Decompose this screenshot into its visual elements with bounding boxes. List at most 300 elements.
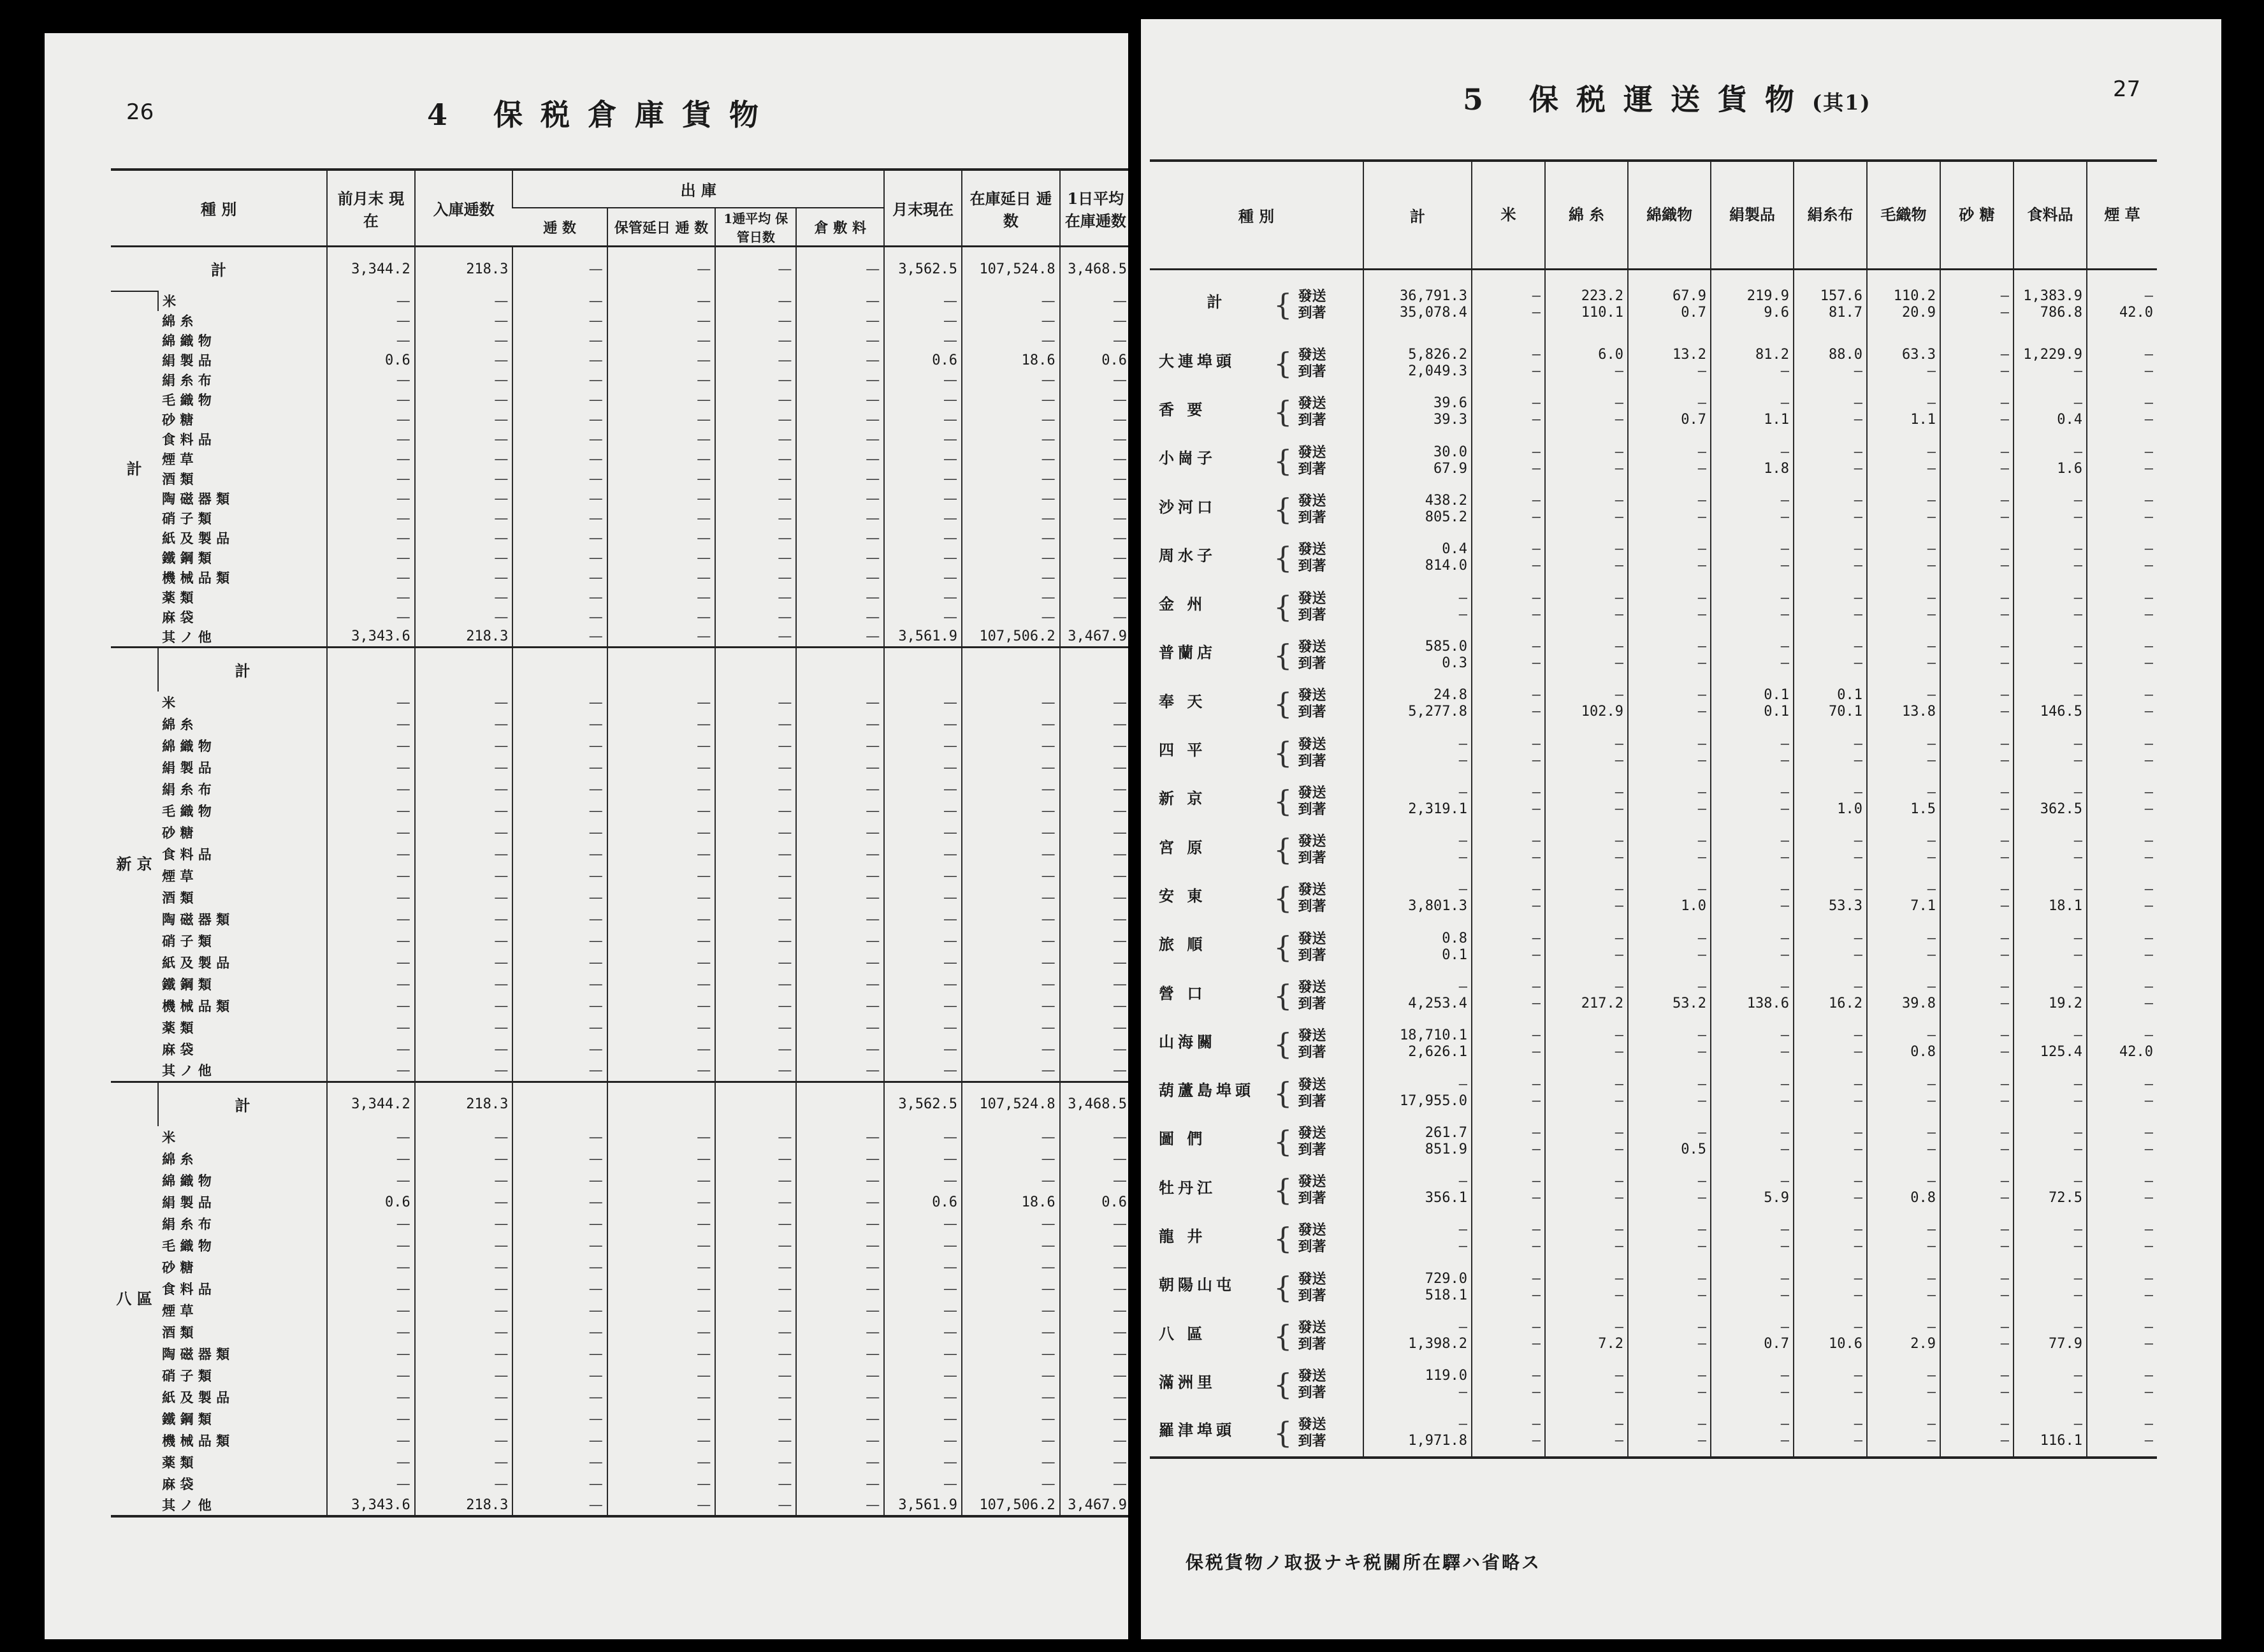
cell-col-8 [1940,269,2014,339]
status-send: 發送 [1298,347,1326,364]
value-dash: — [2000,412,2009,428]
cell-col-6 [1794,679,1867,728]
value-dash: — [1854,1270,1862,1287]
value-dash: — [2144,1173,2153,1190]
item-end-dash: — [884,908,962,930]
value: 1.6 [2057,460,2082,477]
out-dash: — [512,1038,607,1060]
table-row [111,489,1128,509]
item-prev-dash: — [327,778,415,800]
value: 1,383.9 [2023,287,2082,304]
cell-col-9 [2014,923,2087,971]
value-dash: — [1532,1336,1541,1352]
item-ext-dash: — [962,548,1060,568]
value-dash: — [1615,1238,1623,1255]
status-pair [1298,590,1326,623]
value: 2,049.3 [1408,363,1467,380]
value-dash: — [1697,979,1706,995]
table-row [111,1213,1128,1235]
out-dash: — [796,1235,884,1256]
cell-col-2 [1472,388,1545,436]
value: 1.8 [1764,460,1789,477]
value-dash: — [1854,1044,1862,1061]
status-pair [1298,979,1326,1012]
value-dash: — [1854,881,1862,898]
value-dash: — [1532,1368,1541,1384]
item-end-dash: — [884,1473,962,1495]
value-dash: — [1532,1190,1541,1206]
item-prev-dash: — [327,568,415,588]
cell-col-6 [1794,971,1867,1020]
cell-col-2 [1472,631,1545,679]
item-ext-dash: — [962,908,1060,930]
item-ext-dash: — [962,995,1060,1017]
header-out-count: 逓 数 [512,208,607,247]
item-avg-dash: — [1060,509,1128,528]
item-end-dash: — [884,778,962,800]
row-label [1150,825,1363,874]
status-pair [1298,347,1326,380]
item-avg-dash: — [1060,692,1128,713]
item-avg-dash: — [1060,1170,1128,1191]
value-dash: — [2000,1368,2009,1384]
total-ext: 107,524.8 [962,1082,1060,1126]
item-prev-dash: — [327,800,415,822]
out-dash: — [512,822,607,843]
item-in-dash: — [415,1017,513,1038]
cell-col-9 [2014,777,2087,825]
cell-col-8 [1940,1117,2014,1166]
cell-col-4 [1628,388,1711,436]
table-row [111,370,1128,390]
row-label [1150,1360,1363,1409]
item-avg-dash: — [1060,1256,1128,1278]
value: 72.5 [2049,1190,2082,1206]
item-in-dash: — [415,822,513,843]
table-row [111,930,1128,952]
out-dash: — [796,568,884,588]
out-dash: — [512,548,607,568]
cell-col-8 [1940,339,2014,388]
table-row [111,1408,1128,1430]
table-row [111,627,1128,648]
out-dash: — [607,778,716,800]
cell-col-3 [1545,874,1628,922]
item-ext-dash: — [962,1235,1060,1256]
value-dash: — [2144,1287,2153,1303]
item-end-dash: — [884,757,962,778]
item-in-dash: — [415,1191,513,1213]
value-dash: — [1697,801,1706,817]
out-dash: — [607,311,716,331]
out-dash: — [512,1365,607,1386]
status-arrive: 到著 [1298,898,1326,915]
cell-col-6 [1794,1409,1867,1458]
cell-col-10 [2087,1312,2157,1360]
cell-col-1 [1363,874,1472,922]
value-dash: — [2073,1076,2082,1092]
out-dash: — [512,291,607,311]
total-ext: 107,524.8 [962,247,1060,291]
value-dash: — [2000,304,2009,321]
item-in-dash: — [415,735,513,757]
cell-col-5 [1711,339,1794,388]
table-row [1150,533,2157,582]
cell-col-7 [1867,971,1940,1020]
value: 16.2 [1829,996,1862,1011]
value: 729.0 [1425,1270,1467,1287]
cell-col-10 [2087,1068,2157,1117]
item-end-dash: — [884,311,962,331]
cell-col-9 [2014,1166,2087,1214]
value-dash: — [1532,1319,1541,1336]
value-dash: — [1927,752,1936,769]
status-send: 發送 [1298,1124,1326,1141]
station-name: 四 平 [1159,741,1207,760]
value-dash: — [1697,509,1706,526]
cell-col-6 [1794,1068,1867,1117]
value-dash: — [1697,1027,1706,1044]
cell-col-5 [1711,1360,1794,1409]
value: 18,710.1 [1400,1027,1467,1044]
value-dash: — [1927,1238,1936,1255]
status-arrive: 到著 [1298,606,1326,623]
cell-col-7 [1867,1409,1940,1458]
item-label: 機 械 品 類 [162,570,230,586]
value-dash: — [1532,881,1541,898]
value-dash: — [2144,655,2153,671]
item-prev-dash: — [327,713,415,735]
value-dash: — [1697,1092,1706,1109]
station-name: 羅津埠頭 [1159,1421,1235,1440]
item-prev: 0.6 [327,351,415,370]
cell-col-6 [1794,485,1867,533]
value-dash: — [2144,1416,2153,1432]
cell-col-1 [1363,1117,1472,1166]
value-dash: — [1532,1141,1541,1157]
item-in-dash: — [415,1343,513,1365]
value-dash: — [1615,752,1623,769]
out-dash: — [796,1060,884,1082]
out-dash: — [512,1126,607,1148]
station-name: 旅 順 [1159,935,1207,954]
value-dash: — [2144,509,2153,526]
total-ext [962,647,1060,692]
item-in-dash: — [415,1430,513,1451]
value-dash: — [1697,1368,1706,1384]
value-dash: — [1854,930,1862,946]
table-row [1150,1312,2157,1360]
status-send: 發送 [1298,1368,1326,1385]
station-name: 圖 們 [1159,1129,1207,1148]
item-prev-dash: — [327,735,415,757]
item-end: 3,561.9 [884,627,962,648]
item-avg-dash: — [1060,757,1128,778]
out-dash: — [796,778,884,800]
value-dash: — [1532,898,1541,915]
cell-col-7 [1867,1117,1940,1166]
header-out-group: 出 庫 [512,170,884,208]
item-end-dash: — [884,713,962,735]
status-pair [1298,687,1326,720]
out-dash: — [512,1213,607,1235]
value-dash: — [2144,558,2153,574]
item-prev-dash: — [327,1126,415,1148]
status-arrive: 到著 [1298,1238,1326,1256]
item-ext-dash: — [962,735,1060,757]
item-label: 陶 磁 器 類 [162,911,230,927]
value-dash: — [1615,541,1623,558]
value-dash: — [1854,493,1862,509]
header-out-fee: 倉 敷 料 [796,208,884,247]
value-dash: — [1532,606,1541,623]
out-dash: — [512,588,607,607]
out-dash: — [796,489,884,509]
value-dash: — [1615,687,1623,704]
out-dash: — [796,757,884,778]
cell-col-6 [1794,1312,1867,1360]
cell-col-2 [1472,1263,1545,1312]
value-dash: — [2000,801,2009,817]
out-dash: — [796,469,884,489]
out-dash: — [512,370,607,390]
item-ext: 18.6 [962,351,1060,370]
cell-col-9 [2014,437,2087,485]
item-prev-dash: — [327,1408,415,1430]
value-dash: — [1927,558,1936,574]
item-prev-dash: — [327,1017,415,1038]
item-ext-dash: — [962,930,1060,952]
cell-col-3 [1545,971,1628,1020]
total-label: 計 [158,647,327,692]
out-dash: — [607,1300,716,1321]
value-dash: — [1615,1270,1623,1287]
value: 3,801.3 [1408,898,1467,915]
item-in-dash: — [415,778,513,800]
station-name: 計 [1207,293,1223,312]
item-in-dash: — [415,588,513,607]
value-dash: — [2144,784,2153,801]
status-pair [1298,1027,1326,1061]
cell-col-1 [1363,777,1472,825]
out-dash: — [796,887,884,908]
item-label: 硝 子 類 [162,1368,212,1384]
brace: { [1274,1270,1293,1305]
value-dash: — [1697,850,1706,866]
value-dash: — [1615,1384,1623,1401]
value-dash: — [2073,930,2082,946]
out-dash: — [607,410,716,430]
value-dash: — [1854,1222,1862,1238]
value-dash: — [1532,833,1541,850]
item-label: 煙 草 [162,868,194,884]
item-ext-dash: — [962,1386,1060,1408]
out-dash: — [796,1365,884,1386]
table-row [111,291,1128,311]
item-ext-dash: — [962,1017,1060,1038]
out-dash: — [715,1278,796,1300]
item-label: 毛 織 物 [162,803,212,819]
cell-col-1 [1363,825,1472,874]
cell-col-9 [2014,485,2087,533]
item-ext-dash: — [962,410,1060,430]
item-in-dash: — [415,692,513,713]
cell-col-2 [1472,679,1545,728]
value-dash: — [2000,833,2009,850]
item-ext-dash: — [962,291,1060,311]
cell-col-4 [1628,971,1711,1020]
value-dash: — [2144,347,2153,363]
cell-col-3 [1545,825,1628,874]
value-dash: — [1532,444,1541,460]
cell-col-1 [1363,1263,1472,1312]
value-dash: — [2144,704,2153,720]
value: 36,791.3 [1400,287,1467,304]
item-prev-dash: — [327,588,415,607]
value: 119.0 [1425,1368,1467,1384]
value-dash: — [2000,347,2009,363]
value-dash: — [1854,412,1862,428]
item-in: 218.3 [415,1495,513,1516]
out-dash: — [607,607,716,627]
status-arrive: 到著 [1298,558,1326,575]
value-dash: — [1927,460,1936,477]
value-dash: — [1854,1384,1862,1401]
item-label: 絹 糸 布 [162,372,212,388]
header-category: 種 別 [111,170,327,247]
item-avg-dash: — [1060,469,1128,489]
value-dash: — [1615,946,1623,963]
value-dash: — [1532,1044,1541,1061]
value-dash: — [1458,979,1467,995]
cell-col-6 [1794,1214,1867,1263]
status-send: 發送 [1298,287,1326,305]
value-dash: — [2073,444,2082,460]
out-dash: — [607,528,716,548]
status-arrive: 到著 [1298,363,1326,380]
header-col-8: 砂 糖 [1940,161,2014,269]
out-dash: — [796,1213,884,1235]
cell-col-5 [1711,437,1794,485]
status-pair [1298,493,1326,526]
status-arrive: 到著 [1298,801,1326,818]
out-dash [607,1082,716,1126]
status-pair [1298,881,1326,915]
value-dash: — [2073,606,2082,623]
value-dash: — [2144,979,2153,995]
header-out-days: 保管延日 逓 数 [607,208,716,247]
brace: { [1274,540,1293,576]
item-end-dash: — [884,291,962,311]
item-ext-dash: — [962,1038,1060,1060]
table-row [111,952,1128,973]
value: 1.0 [1837,801,1862,817]
value-dash: — [1615,1222,1623,1238]
value-dash: — [1697,444,1706,460]
table-row [111,1126,1128,1148]
cell-col-3 [1545,582,1628,630]
table-row [111,469,1128,489]
value-dash: — [2000,1190,2009,1206]
value: 585.0 [1425,638,1467,655]
cell-col-7 [1867,388,1940,436]
value: 786.8 [2040,304,2082,321]
item-label: 絹 糸 布 [162,781,212,797]
cell-col-2 [1472,923,1545,971]
item-avg-dash: — [1060,331,1128,351]
value-dash: — [1780,850,1789,866]
value-dash: — [1532,493,1541,509]
out-dash: — [796,692,884,713]
value-dash: — [1532,509,1541,526]
value-dash: — [2144,833,2153,850]
value: 7.2 [1598,1336,1623,1352]
out-dash: — [512,469,607,489]
value: 9.6 [1764,304,1789,321]
out-dash: — [512,607,607,627]
value-dash: — [2073,1319,2082,1336]
value-dash: — [1532,460,1541,477]
value-dash: — [1854,638,1862,655]
value-dash: — [1697,590,1706,606]
cell-col-6 [1794,582,1867,630]
cell-col-4 [1628,1068,1711,1117]
brace: { [1274,1319,1293,1354]
cell-col-8 [1940,582,2014,630]
cell-col-6 [1794,388,1867,436]
station-name: 朝陽山屯 [1159,1275,1235,1294]
value-dash: — [1532,704,1541,720]
value-dash: — [2000,1384,2009,1401]
status-arrive: 到著 [1298,1432,1326,1449]
out-dash: — [715,778,796,800]
total-prev: 3,344.2 [327,1082,415,1126]
item-ext-dash: — [962,1060,1060,1082]
cell-col-4 [1628,339,1711,388]
value-dash: — [1927,655,1936,671]
cell-col-5 [1711,1020,1794,1068]
item-avg-dash: — [1060,410,1128,430]
item-end-dash: — [884,800,962,822]
status-pair [1298,736,1326,769]
value: 70.1 [1829,704,1862,720]
out-dash: — [796,1386,884,1408]
row-label [1150,1312,1363,1360]
item-label: 絹 製 品 [162,352,212,368]
out-dash: — [512,1256,607,1278]
out-dash: — [607,247,716,291]
out-dash: — [796,1343,884,1365]
value-dash: — [1615,1027,1623,1044]
item-prev-dash: — [327,1343,415,1365]
item-label: 鐵 鋼 類 [162,976,212,992]
status-send: 發送 [1298,930,1326,947]
value-dash: — [1615,655,1623,671]
out-dash: — [512,311,607,331]
value-dash: — [1780,1092,1789,1109]
value-dash: — [2000,1092,2009,1109]
cell-col-8 [1940,1360,2014,1409]
section-label: 新 京 [111,647,158,1082]
out-dash: — [715,822,796,843]
total-avg: 3,468.5 [1060,1082,1128,1126]
table-row [111,908,1128,930]
out-dash: — [796,822,884,843]
cell-col-1 [1363,971,1472,1020]
brace: { [1274,686,1293,721]
value-dash: — [1780,1044,1789,1061]
brace: { [1274,978,1293,1013]
